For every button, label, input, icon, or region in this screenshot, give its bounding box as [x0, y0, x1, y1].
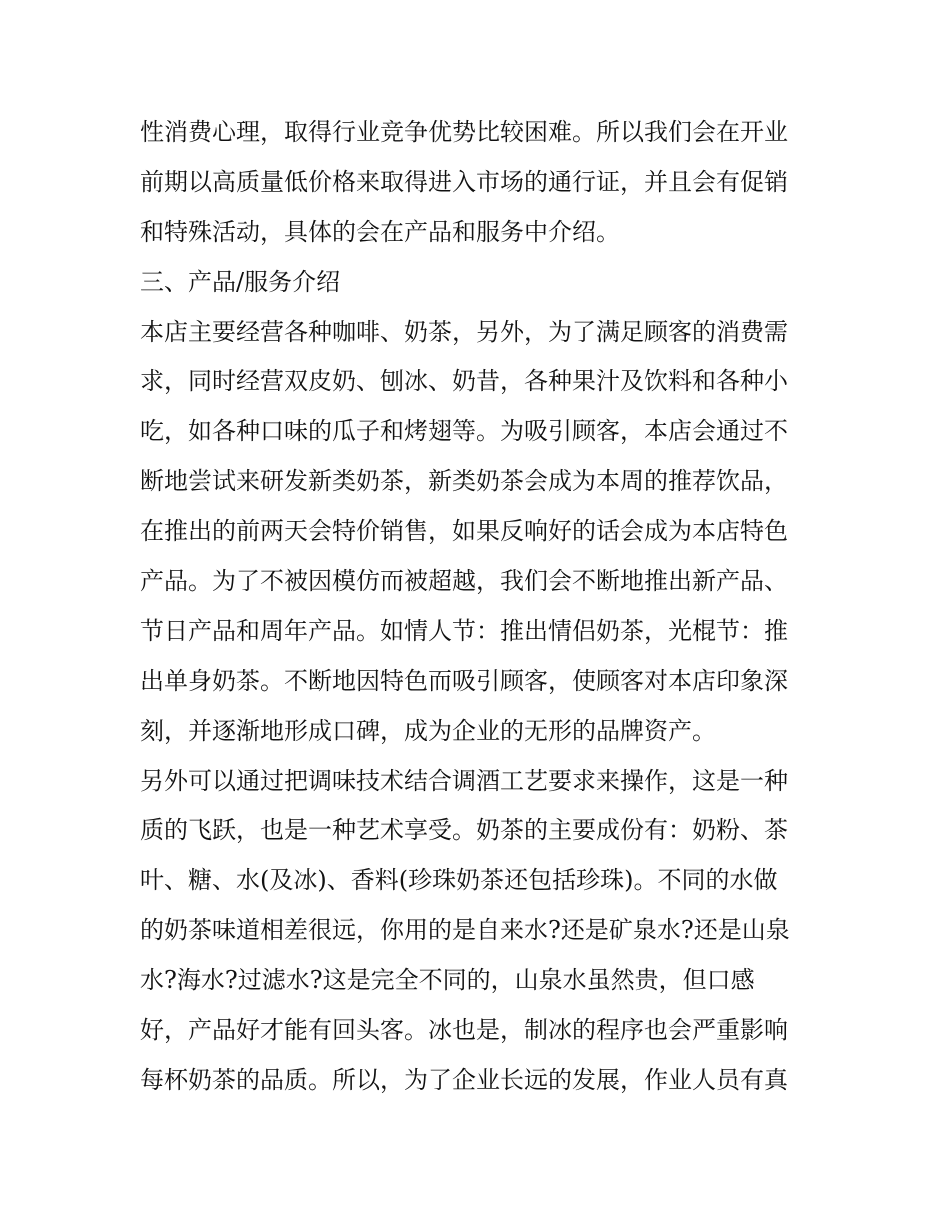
text-line: 出单身奶茶。不断地因特色而吸引顾客，使顾客对本店印象深: [140, 666, 788, 695]
text-line: 产品。为了不被因模仿而被超越，我们会不断地推出新产品、: [140, 567, 788, 596]
text-line: 质的飞跃，也是一种艺术享受。奶茶的主要成份有：奶粉、茶: [140, 816, 788, 845]
text-line: 水?海水?过滤水?这是完全不同的，山泉水虽然贵，但口感: [140, 966, 755, 995]
text-line: 吃，如各种口味的瓜子和烤翅等。为吸引顾客，本店会通过不: [140, 417, 788, 446]
text-line: 本店主要经营各种咖啡、奶茶，另外，为了满足顾客的消费需: [140, 317, 788, 346]
text-line: 前期以高质量低价格来取得进入市场的通行证，并且会有促销: [140, 167, 788, 196]
text-line: 另外可以通过把调味技术结合调酒工艺要求来操作，这是一种: [140, 766, 788, 795]
text-line: 和特殊活动，具体的会在产品和服务中介绍。: [140, 217, 620, 246]
text-line: 刻，并逐渐地形成口碑，成为企业的无形的品牌资产。: [140, 716, 716, 745]
document-body: [140, 108, 820, 1106]
text-line: 每杯奶茶的品质。所以，为了企业长远的发展，作业人员有真: [140, 1065, 788, 1094]
text-line: 叶、糖、水(及冰)、香料(珍珠奶茶还包括珍珠)。不同的水做: [140, 866, 778, 895]
text-line: 求，同时经营双皮奶、刨冰、奶昔，各种果汁及饮料和各种小: [140, 367, 788, 396]
text-line: 节日产品和周年产品。如情人节：推出情侣奶茶，光棍节：推: [140, 616, 788, 645]
text-line: 好，产品好才能有回头客。冰也是，制冰的程序也会严重影响: [140, 1016, 788, 1045]
section-heading: 三、产品/服务介绍: [140, 267, 341, 296]
text-line: 断地尝试来研发新类奶茶，新类奶茶会成为本周的推荐饮品，: [140, 467, 788, 496]
text-line: 在推出的前两天会特价销售，如果反响好的话会成为本店特色: [140, 517, 788, 546]
text-line: 的奶茶味道相差很远，你用的是自来水?还是矿泉水?还是山泉: [140, 916, 790, 945]
text-line: 性消费心理，取得行业竞争优势比较困难。所以我们会在开业: [140, 118, 788, 146]
